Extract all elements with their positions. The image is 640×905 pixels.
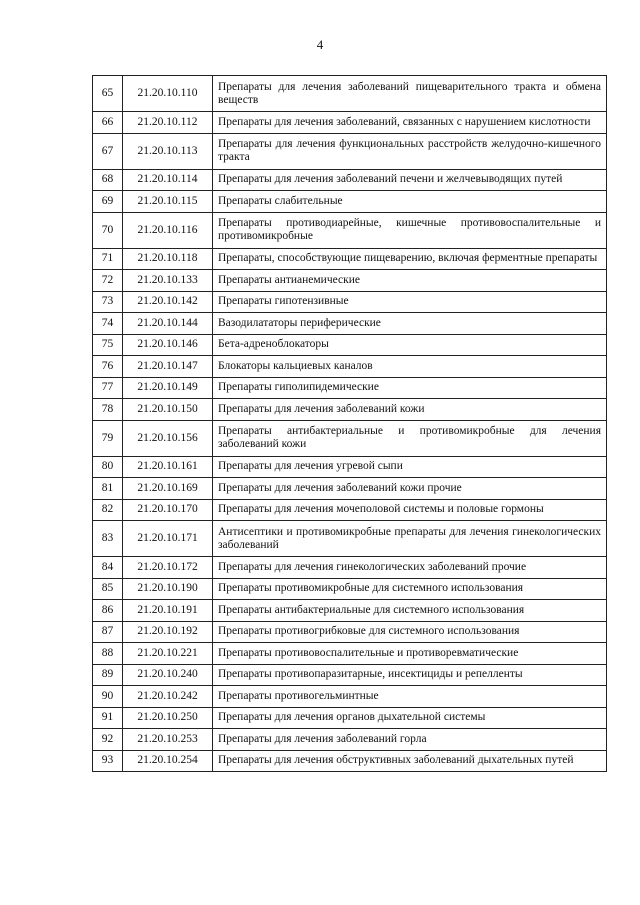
- product-name: Препараты гипотензивные: [213, 291, 607, 313]
- okpd-code: 21.20.10.156: [123, 420, 213, 456]
- okpd-code: 21.20.10.254: [123, 750, 213, 772]
- product-name: Препараты гиполипидемические: [213, 377, 607, 399]
- product-name: Вазодилататоры периферические: [213, 313, 607, 335]
- product-name: Антисептики и противомикробные препараты для лечения гинекологических заболеваний: [213, 521, 607, 557]
- okpd-code: 21.20.10.190: [123, 578, 213, 600]
- row-number: 69: [93, 191, 123, 213]
- row-number: 86: [93, 600, 123, 622]
- product-name: Препараты для лечения заболеваний горла: [213, 729, 607, 751]
- okpd-code: 21.20.10.172: [123, 557, 213, 579]
- row-number: 79: [93, 420, 123, 456]
- table-row: [93, 521, 607, 557]
- product-name: Препараты слабительные: [213, 191, 607, 213]
- row-number: 91: [93, 707, 123, 729]
- row-number: 74: [93, 313, 123, 335]
- table-row: [93, 478, 607, 500]
- table-row: [93, 112, 607, 134]
- row-number: 65: [93, 76, 123, 112]
- table-row: [93, 399, 607, 421]
- product-name: Препараты для лечения заболеваний кожи: [213, 399, 607, 421]
- row-number: 68: [93, 169, 123, 191]
- okpd-code: 21.20.10.110: [123, 76, 213, 112]
- row-number: 77: [93, 377, 123, 399]
- table-row: [93, 600, 607, 622]
- row-number: 90: [93, 686, 123, 708]
- row-number: 88: [93, 643, 123, 665]
- okpd-code: 21.20.10.150: [123, 399, 213, 421]
- okpd-code: 21.20.10.242: [123, 686, 213, 708]
- row-number: 78: [93, 399, 123, 421]
- row-number: 84: [93, 557, 123, 579]
- product-name: Препараты для лечения заболеваний, связанных с нарушением кислотности: [213, 112, 607, 134]
- product-name: Препараты противовоспалительные и противоревматические: [213, 643, 607, 665]
- table-row: [93, 356, 607, 378]
- okpd-code: 21.20.10.191: [123, 600, 213, 622]
- product-name: Препараты для лечения гинекологических заболеваний прочие: [213, 557, 607, 579]
- product-name: Препараты противомикробные для системного использования: [213, 578, 607, 600]
- product-name: Препараты для лечения заболеваний кожи прочие: [213, 478, 607, 500]
- okpd-code: 21.20.10.142: [123, 291, 213, 313]
- table-row: [93, 456, 607, 478]
- table-row: [93, 212, 607, 248]
- row-number: 72: [93, 270, 123, 292]
- okpd-code: 21.20.10.113: [123, 133, 213, 169]
- table-row: [93, 729, 607, 751]
- okpd-code: 21.20.10.118: [123, 248, 213, 270]
- okpd-code: 21.20.10.161: [123, 456, 213, 478]
- row-number: 93: [93, 750, 123, 772]
- row-number: 81: [93, 478, 123, 500]
- row-number: 75: [93, 334, 123, 356]
- product-name: Препараты антибактериальные и противомикробные для лечения заболеваний кожи: [213, 420, 607, 456]
- table-row: [93, 248, 607, 270]
- table-row: [93, 578, 607, 600]
- table-row: [93, 377, 607, 399]
- row-number: 83: [93, 521, 123, 557]
- okpd-code: 21.20.10.133: [123, 270, 213, 292]
- okpd-code: 21.20.10.149: [123, 377, 213, 399]
- table-row: [93, 76, 607, 112]
- okpd-code: 21.20.10.240: [123, 664, 213, 686]
- row-number: 66: [93, 112, 123, 134]
- product-name: Препараты для лечения органов дыхательной системы: [213, 707, 607, 729]
- row-number: 87: [93, 621, 123, 643]
- product-name: Препараты для лечения мочеполовой системы и половые гормоны: [213, 499, 607, 521]
- okpd-code: 21.20.10.250: [123, 707, 213, 729]
- okpd-code: 21.20.10.112: [123, 112, 213, 134]
- okpd-code: 21.20.10.144: [123, 313, 213, 335]
- row-number: 76: [93, 356, 123, 378]
- table-row: [93, 133, 607, 169]
- okpd-code: 21.20.10.147: [123, 356, 213, 378]
- okpd-code: 21.20.10.114: [123, 169, 213, 191]
- row-number: 67: [93, 133, 123, 169]
- product-name: Препараты для лечения заболеваний пищеварительного тракта и обмена веществ: [213, 76, 607, 112]
- row-number: 92: [93, 729, 123, 751]
- row-number: 80: [93, 456, 123, 478]
- product-name: Препараты противогельминтные: [213, 686, 607, 708]
- table-row: [93, 313, 607, 335]
- row-number: 82: [93, 499, 123, 521]
- table-row: [93, 707, 607, 729]
- row-number: 89: [93, 664, 123, 686]
- product-name: Препараты, способствующие пищеварению, включая ферментные препараты: [213, 248, 607, 270]
- table-row: [93, 664, 607, 686]
- okpd-code: 21.20.10.115: [123, 191, 213, 213]
- product-name: Препараты противогрибковые для системного использования: [213, 621, 607, 643]
- table-row: [93, 191, 607, 213]
- table-row: [93, 420, 607, 456]
- table-body: [93, 76, 607, 772]
- table-row: [93, 334, 607, 356]
- row-number: 73: [93, 291, 123, 313]
- product-name: Препараты противодиарейные, кишечные противовоспалительные и противомикробные: [213, 212, 607, 248]
- okpd-code: 21.20.10.116: [123, 212, 213, 248]
- table-row: [93, 499, 607, 521]
- page-number: 4: [316, 37, 324, 52]
- table-row: [93, 621, 607, 643]
- row-number: 85: [93, 578, 123, 600]
- okpd-code: 21.20.10.171: [123, 521, 213, 557]
- table-row: [93, 557, 607, 579]
- product-name: Бета-адреноблокаторы: [213, 334, 607, 356]
- okpd-code: 21.20.10.221: [123, 643, 213, 665]
- okpd-code: 21.20.10.146: [123, 334, 213, 356]
- row-number: 70: [93, 212, 123, 248]
- table-row: [93, 270, 607, 292]
- product-name: Препараты противопаразитарные, инсектициды и репелленты: [213, 664, 607, 686]
- okpd-code: 21.20.10.170: [123, 499, 213, 521]
- product-name: Препараты для лечения заболеваний печени и желчевыводящих путей: [213, 169, 607, 191]
- product-name: Препараты для лечения функциональных расстройств желудочно-кишечного тракта: [213, 133, 607, 169]
- table-row: [93, 291, 607, 313]
- product-name: Препараты антибактериальные для системного использования: [213, 600, 607, 622]
- table-row: [93, 169, 607, 191]
- product-name: Препараты для лечения обструктивных заболеваний дыхательных путей: [213, 750, 607, 772]
- table-row: [93, 643, 607, 665]
- row-number: 71: [93, 248, 123, 270]
- table-row: [93, 686, 607, 708]
- okpd-code: 21.20.10.169: [123, 478, 213, 500]
- table-row: [93, 750, 607, 772]
- product-code-table: [92, 75, 607, 772]
- okpd-code: 21.20.10.192: [123, 621, 213, 643]
- okpd-code: 21.20.10.253: [123, 729, 213, 751]
- product-name: Препараты антианемические: [213, 270, 607, 292]
- product-name: Препараты для лечения угревой сыпи: [213, 456, 607, 478]
- product-name: Блокаторы кальциевых каналов: [213, 356, 607, 378]
